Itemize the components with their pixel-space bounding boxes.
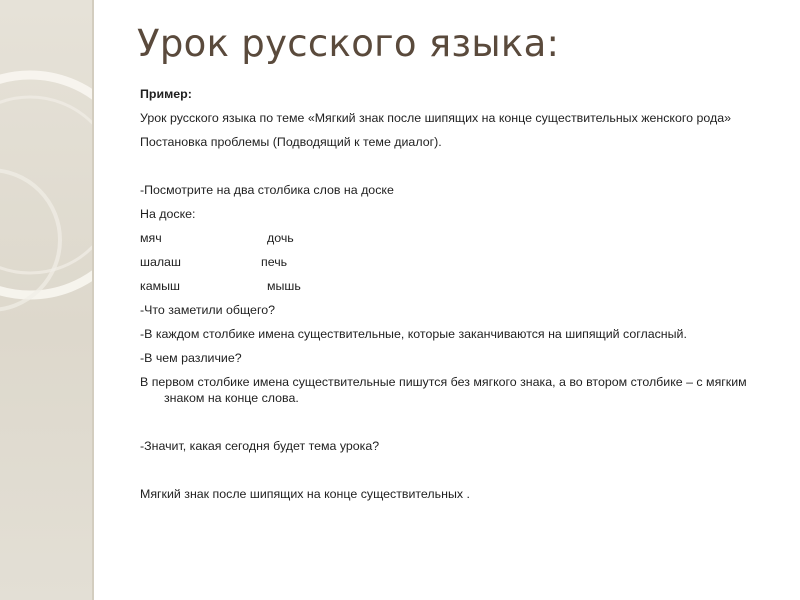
band-edge-line [92,0,94,600]
question-common: -Что заметили общего? [140,303,275,317]
word-row [140,278,780,294]
word-right: мышь [267,279,301,293]
slide-title: Урок русского языка: [137,22,560,65]
spacer [140,462,780,486]
question-difference: -В чем различие? [140,351,242,365]
lesson-topic: Урок русского языка по теме «Мягкий знак после шипящих на конце существительных женского рода» [140,111,731,125]
spacer [140,158,780,182]
word-left: шалаш [140,255,181,269]
word-left: камыш [140,279,180,293]
decorative-left-band [0,0,92,600]
slide-content [140,86,780,510]
answer-difference: В первом столбике имена существительные пишутся без мягкого знака, а во втором столбике – с мягким знаком на конце слова. [140,375,747,405]
question-topic: -Значит, какая сегодня будет тема урока? [140,439,380,453]
word-left: мяч [140,231,162,245]
problem-statement: Постановка проблемы (Подводящий к теме диалог). [140,135,442,149]
decorative-rings [0,0,92,330]
lesson-conclusion: Мягкий знак после шипящих на конце существительных . [140,487,470,501]
example-label: Пример: [140,87,192,101]
word-row [140,230,780,246]
spacer [140,414,780,438]
answer-common: -В каждом столбике имена существительные, которые заканчиваются на шипящий согласный. [140,327,687,341]
board-label: На доске: [140,207,196,221]
look-instruction: -Посмотрите на два столбика слов на доске [140,183,394,197]
word-row [140,254,780,270]
word-right: печь [261,255,288,269]
word-right: дочь [267,231,294,245]
